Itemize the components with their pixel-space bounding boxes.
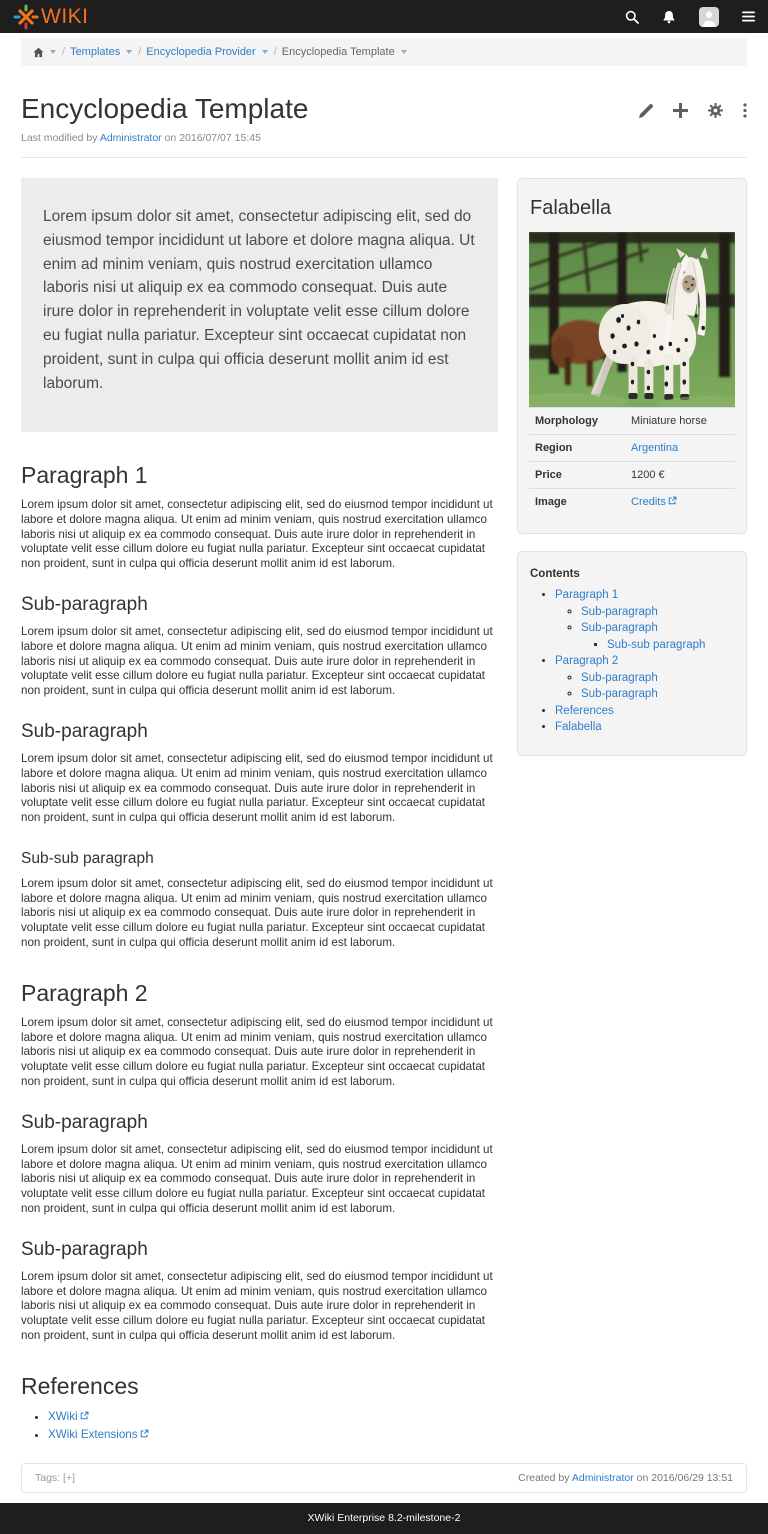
list-item <box>581 687 735 702</box>
settings-gear-icon[interactable] <box>708 103 723 118</box>
add-plus-icon[interactable] <box>673 103 688 118</box>
toc-link-sub-paragraph[interactable]: Sub-paragraph <box>581 671 658 684</box>
section-heading-sub-paragraph: Sub-paragraph <box>21 1239 148 1261</box>
image-credits-link[interactable]: Credits <box>631 496 666 508</box>
xwiki-logo-icon <box>13 4 39 30</box>
section-heading-references: References <box>21 1373 139 1400</box>
more-kebab-icon[interactable] <box>743 103 747 118</box>
contents-title: Contents <box>530 568 580 580</box>
header-divider <box>21 157 747 158</box>
infobox-table <box>529 407 735 515</box>
encyclopedia-provider-caret[interactable] <box>262 50 268 54</box>
table-row <box>529 435 735 462</box>
infobox-label: Morphology <box>535 415 598 427</box>
home-caret[interactable] <box>50 50 56 54</box>
section-heading-sub-paragraph: Sub-paragraph <box>21 594 148 616</box>
search-icon[interactable] <box>625 10 639 24</box>
version-bar: XWiki Enterprise 8.2-milestone-2 <box>0 1503 768 1534</box>
created-by-user-link[interactable]: Administrator <box>571 1472 634 1485</box>
toc-link-references[interactable]: References <box>555 704 614 717</box>
infobox-panel <box>517 178 747 534</box>
section-body: Lorem ipsum dolor sit amet, consectetur adipiscing elit, sed do eiusmod tempor incididunt ut labore et dolore magna aliqua. Ut enim ad minim veniam, quis nostrud exercitation ullamco laboris nisi ut aliquip ex ea commodo consequat. Duis aute irure dolor in reprehenderit in voluptate velit esse cillum dolore eu fugiat nulla pariatur. Excepteur sint occaecat cupidatat non proident, sunt in culpa qui officia deserunt mollit anim id est laborum. <box>21 877 493 949</box>
tags-area <box>35 1472 75 1484</box>
list-item <box>555 704 735 719</box>
infobox-title: Falabella <box>530 197 612 219</box>
page-header <box>0 81 768 132</box>
infobox-label: Price <box>535 469 562 481</box>
reference-link-xwiki-extensions[interactable]: XWiki Extensions <box>48 1428 138 1442</box>
section-body: Lorem ipsum dolor sit amet, consectetur adipiscing elit, sed do eiusmod tempor incididunt ut labore et dolore magna aliqua. Ut enim ad minim veniam, quis nostrud exercitation ullamco laboris nisi ut aliquip ex ea commodo consequat. Duis aute irure dolor in reprehenderit in voluptate velit esse cillum dolore eu fugiat nulla pariatur. Excepteur sint occaecat cupidatat non proident, sunt in culpa qui officia deserunt mollit anim id est laborum. <box>21 1016 493 1088</box>
list-item <box>555 588 735 652</box>
edit-pencil-icon[interactable] <box>639 103 653 118</box>
article-content <box>21 178 498 1445</box>
breadcrumb-encyclopedia-provider[interactable]: Encyclopedia Provider <box>146 46 256 58</box>
region-argentina-link[interactable]: Argentina <box>631 442 679 454</box>
list-item <box>581 621 735 652</box>
document-footer <box>21 1463 747 1493</box>
lead-summary-box: Lorem ipsum dolor sit amet, consectetur adipiscing elit, sed do eiusmod tempor incididunt ut labore et dolore magna aliqua. Ut enim ad minim veniam, quis nostrud exercitation ullamco laboris nisi ut aliquip ex ea commodo consequat. Duis aute irure dolor in reprehenderit in voluptate velit esse cillum dolore eu fugiat nulla pariatur. Excepteur sint occaecat cupidatat non proident, sunt in culpa qui officia deserunt mollit anim id est laborum. <box>21 178 498 432</box>
toc-list <box>529 588 735 735</box>
section-body: Lorem ipsum dolor sit amet, consectetur adipiscing elit, sed do eiusmod tempor incididunt ut labore et dolore magna aliqua. Ut enim ad minim veniam, quis nostrud exercitation ullamco laboris nisi ut aliquip ex ea commodo consequat. Duis aute irure dolor in reprehenderit in voluptate velit esse cillum dolore eu fugiat nulla pariatur. Excepteur sint occaecat cupidatat non proident, sunt in culpa qui officia deserunt mollit anim id est laborum. <box>21 498 493 570</box>
hamburger-menu-icon[interactable] <box>742 10 755 23</box>
home-icon[interactable] <box>33 47 44 58</box>
current-caret[interactable] <box>401 50 407 54</box>
section-heading-sub-paragraph: Sub-paragraph <box>21 1112 148 1134</box>
doc-actions <box>639 103 747 118</box>
list-item <box>555 720 735 735</box>
toc-link-falabella[interactable]: Falabella <box>555 721 602 733</box>
add-tag-button[interactable]: [+] <box>63 1472 75 1485</box>
references-list <box>48 1409 498 1443</box>
templates-caret[interactable] <box>126 50 132 54</box>
infobox-value: 1200 € <box>631 469 665 481</box>
breadcrumb: / Templates / Encyclopedia Provider / Encyclopedia Template <box>21 38 747 66</box>
modified-by-user-link[interactable]: Administrator <box>99 132 162 144</box>
top-navbar <box>0 0 768 33</box>
external-link-icon <box>668 496 677 505</box>
external-link-icon <box>140 1429 149 1438</box>
table-row <box>529 408 735 435</box>
infobox-label: Image <box>535 496 567 508</box>
toc-link-sub-paragraph[interactable]: Sub-paragraph <box>581 605 658 618</box>
section-heading-sub-paragraph: Sub-paragraph <box>21 721 148 743</box>
section-body: Lorem ipsum dolor sit amet, consectetur adipiscing elit, sed do eiusmod tempor incididunt ut labore et dolore magna aliqua. Ut enim ad minim veniam, quis nostrud exercitation ullamco laboris nisi ut aliquip ex ea commodo consequat. Duis aute irure dolor in reprehenderit in voluptate velit esse cillum dolore eu fugiat nulla pariatur. Excepteur sint occaecat cupidatat non proident, sunt in culpa qui officia deserunt mollit anim id est laborum. <box>21 625 493 697</box>
page-title: Encyclopedia Template <box>21 93 309 124</box>
toc-link-paragraph-2[interactable]: Paragraph 2 <box>555 655 619 667</box>
list-item <box>607 638 735 653</box>
toc-link-sub-paragraph[interactable]: Sub-paragraph <box>581 688 658 700</box>
list-item <box>581 605 735 620</box>
section-body: Lorem ipsum dolor sit amet, consectetur adipiscing elit, sed do eiusmod tempor incididunt ut labore et dolore magna aliqua. Ut enim ad minim veniam, quis nostrud exercitation ullamco laboris nisi ut aliquip ex ea commodo consequat. Duis aute irure dolor in reprehenderit in voluptate velit esse cillum dolore eu fugiat nulla pariatur. Excepteur sint occaecat cupidatat non proident, sunt in culpa qui officia deserunt mollit anim id est laborum. <box>21 1270 493 1342</box>
falabella-horse-photo <box>529 232 735 407</box>
list-item <box>581 671 735 686</box>
list-item <box>555 654 735 702</box>
bell-icon[interactable] <box>662 10 676 24</box>
table-row <box>529 462 735 489</box>
breadcrumb-templates[interactable]: Templates <box>70 46 121 58</box>
right-sidebar <box>517 178 747 773</box>
section-heading-paragraph-1: Paragraph 1 <box>21 462 148 489</box>
reference-link-xwiki[interactable]: XWiki <box>48 1410 78 1424</box>
list-item <box>48 1427 498 1443</box>
toc-link-paragraph-1[interactable]: Paragraph 1 <box>555 589 619 601</box>
breadcrumb-current: Encyclopedia Template <box>281 46 395 58</box>
tags-label: Tags: <box>35 1472 61 1485</box>
section-heading-paragraph-2: Paragraph 2 <box>21 980 148 1007</box>
infobox-label: Region <box>535 442 573 454</box>
avatar[interactable] <box>699 7 719 27</box>
toc-link-sub-sub-paragraph[interactable]: Sub-sub paragraph <box>607 638 706 651</box>
toc-link-sub-paragraph[interactable]: Sub-paragraph <box>581 622 658 634</box>
external-link-icon <box>80 1411 89 1420</box>
table-row <box>529 489 735 516</box>
section-body: Lorem ipsum dolor sit amet, consectetur adipiscing elit, sed do eiusmod tempor incididunt ut labore et dolore magna aliqua. Ut enim ad minim veniam, quis nostrud exercitation ullamco laboris nisi ut aliquip ex ea commodo consequat. Duis aute irure dolor in reprehenderit in voluptate velit esse cillum dolore eu fugiat nulla pariatur. Excepteur sint occaecat cupidatat non proident, sunt in culpa qui officia deserunt mollit anim id est laborum. <box>21 1143 493 1215</box>
logo-text: WIKI <box>41 5 89 28</box>
list-item <box>48 1409 498 1425</box>
section-body: Lorem ipsum dolor sit amet, consectetur adipiscing elit, sed do eiusmod tempor incididunt ut labore et dolore magna aliqua. Ut enim ad minim veniam, quis nostrud exercitation ullamco laboris nisi ut aliquip ex ea commodo consequat. Duis aute irure dolor in reprehenderit in voluptate velit esse cillum dolore eu fugiat nulla pariatur. Excepteur sint occaecat cupidatat non proident, sunt in culpa qui officia deserunt mollit anim id est laborum. <box>21 752 493 824</box>
contents-panel <box>517 551 747 756</box>
last-modified-line: Last modified by Administrator on 2016/07/07 15:45 <box>21 132 261 144</box>
infobox-value: Miniature horse <box>631 415 707 427</box>
created-line: Created by Administrator on 2016/06/29 13:51 <box>518 1472 733 1485</box>
section-heading-sub-sub-paragraph: Sub-sub paragraph <box>21 850 154 868</box>
xwiki-logo[interactable] <box>13 4 89 30</box>
